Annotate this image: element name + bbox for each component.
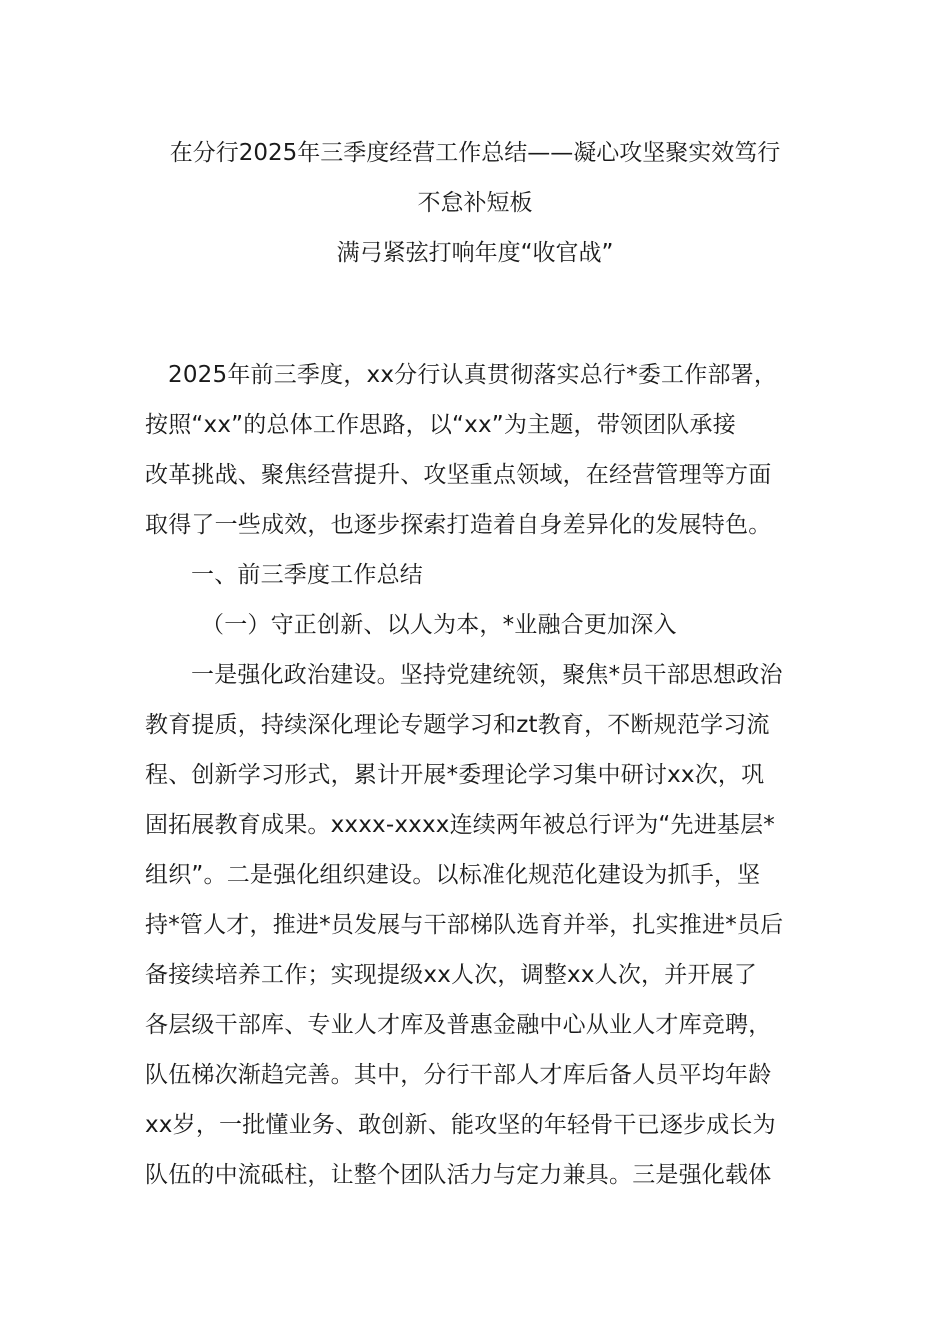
paragraph-body-line-7: 备接续培养工作；实现提级xx人次，调整xx人次，并开展了 — [145, 962, 758, 988]
paragraph-intro-line-1: 2025年前三季度，xx分行认真贯彻落实总行*委工作部署， — [168, 362, 778, 388]
paragraph-intro-line-2: 按照“xx”的总体工作思路，以“xx”为主题，带领团队承接 — [145, 412, 736, 438]
title-line-1: 在分行2025年三季度经营工作总结——凝心攻坚聚实效笃行 — [169, 140, 781, 166]
paragraph-body-line-9: 队伍梯次渐趋完善。其中，分行干部人才库后备人员平均年龄 — [145, 1062, 772, 1088]
title-line-2: 不怠补短板 — [417, 190, 533, 216]
paragraph-body-line-5: 组织”。二是强化组织建设。以标准化规范化建设为抓手，坚 — [145, 862, 761, 888]
paragraph-body-line-3: 程、创新学习形式，累计开展*委理论学习集中研讨xx次，巩 — [145, 762, 765, 788]
paragraph-body-line-1: 一是强化政治建设。坚持党建统领，聚焦*员干部思想政治 — [191, 662, 783, 688]
paragraph-intro-line-4: 取得了一些成效，也逐步探索打造着自身差异化的发展特色。 — [145, 512, 772, 538]
paragraph-body-line-8: 各层级干部库、专业人才库及普惠金融中心从业人才库竞聘， — [145, 1012, 772, 1038]
section-heading-1: 一、前三季度工作总结 — [191, 562, 423, 588]
title-line-3: 满弓紧弦打响年度“收官战” — [336, 240, 614, 266]
paragraph-body-line-6: 持*管人才，推进*员发展与干部梯队选育并举，扎实推进*员后 — [145, 912, 784, 938]
subsection-heading-1: （一）守正创新、以人为本，*业融合更加深入 — [201, 612, 677, 638]
document-title — [0, 128, 950, 278]
paragraph-body-line-11: 队伍的中流砥柱，让整个团队活力与定力兼具。三是强化载体 — [145, 1162, 772, 1188]
document-body — [145, 350, 805, 1200]
paragraph-body-line-10: xx岁，一批懂业务、敢创新、能攻坚的年轻骨干已逐步成长为 — [145, 1112, 776, 1138]
paragraph-body-line-2: 教育提质，持续深化理论专题学习和zt教育，不断规范学习流 — [145, 712, 770, 738]
paragraph-body-line-4: 固拓展教育成果。xxxx-xxxx连续两年被总行评为“先进基层* — [145, 812, 776, 838]
paragraph-intro-line-3: 改革挑战、聚焦经营提升、攻坚重点领域，在经营管理等方面 — [145, 462, 772, 488]
